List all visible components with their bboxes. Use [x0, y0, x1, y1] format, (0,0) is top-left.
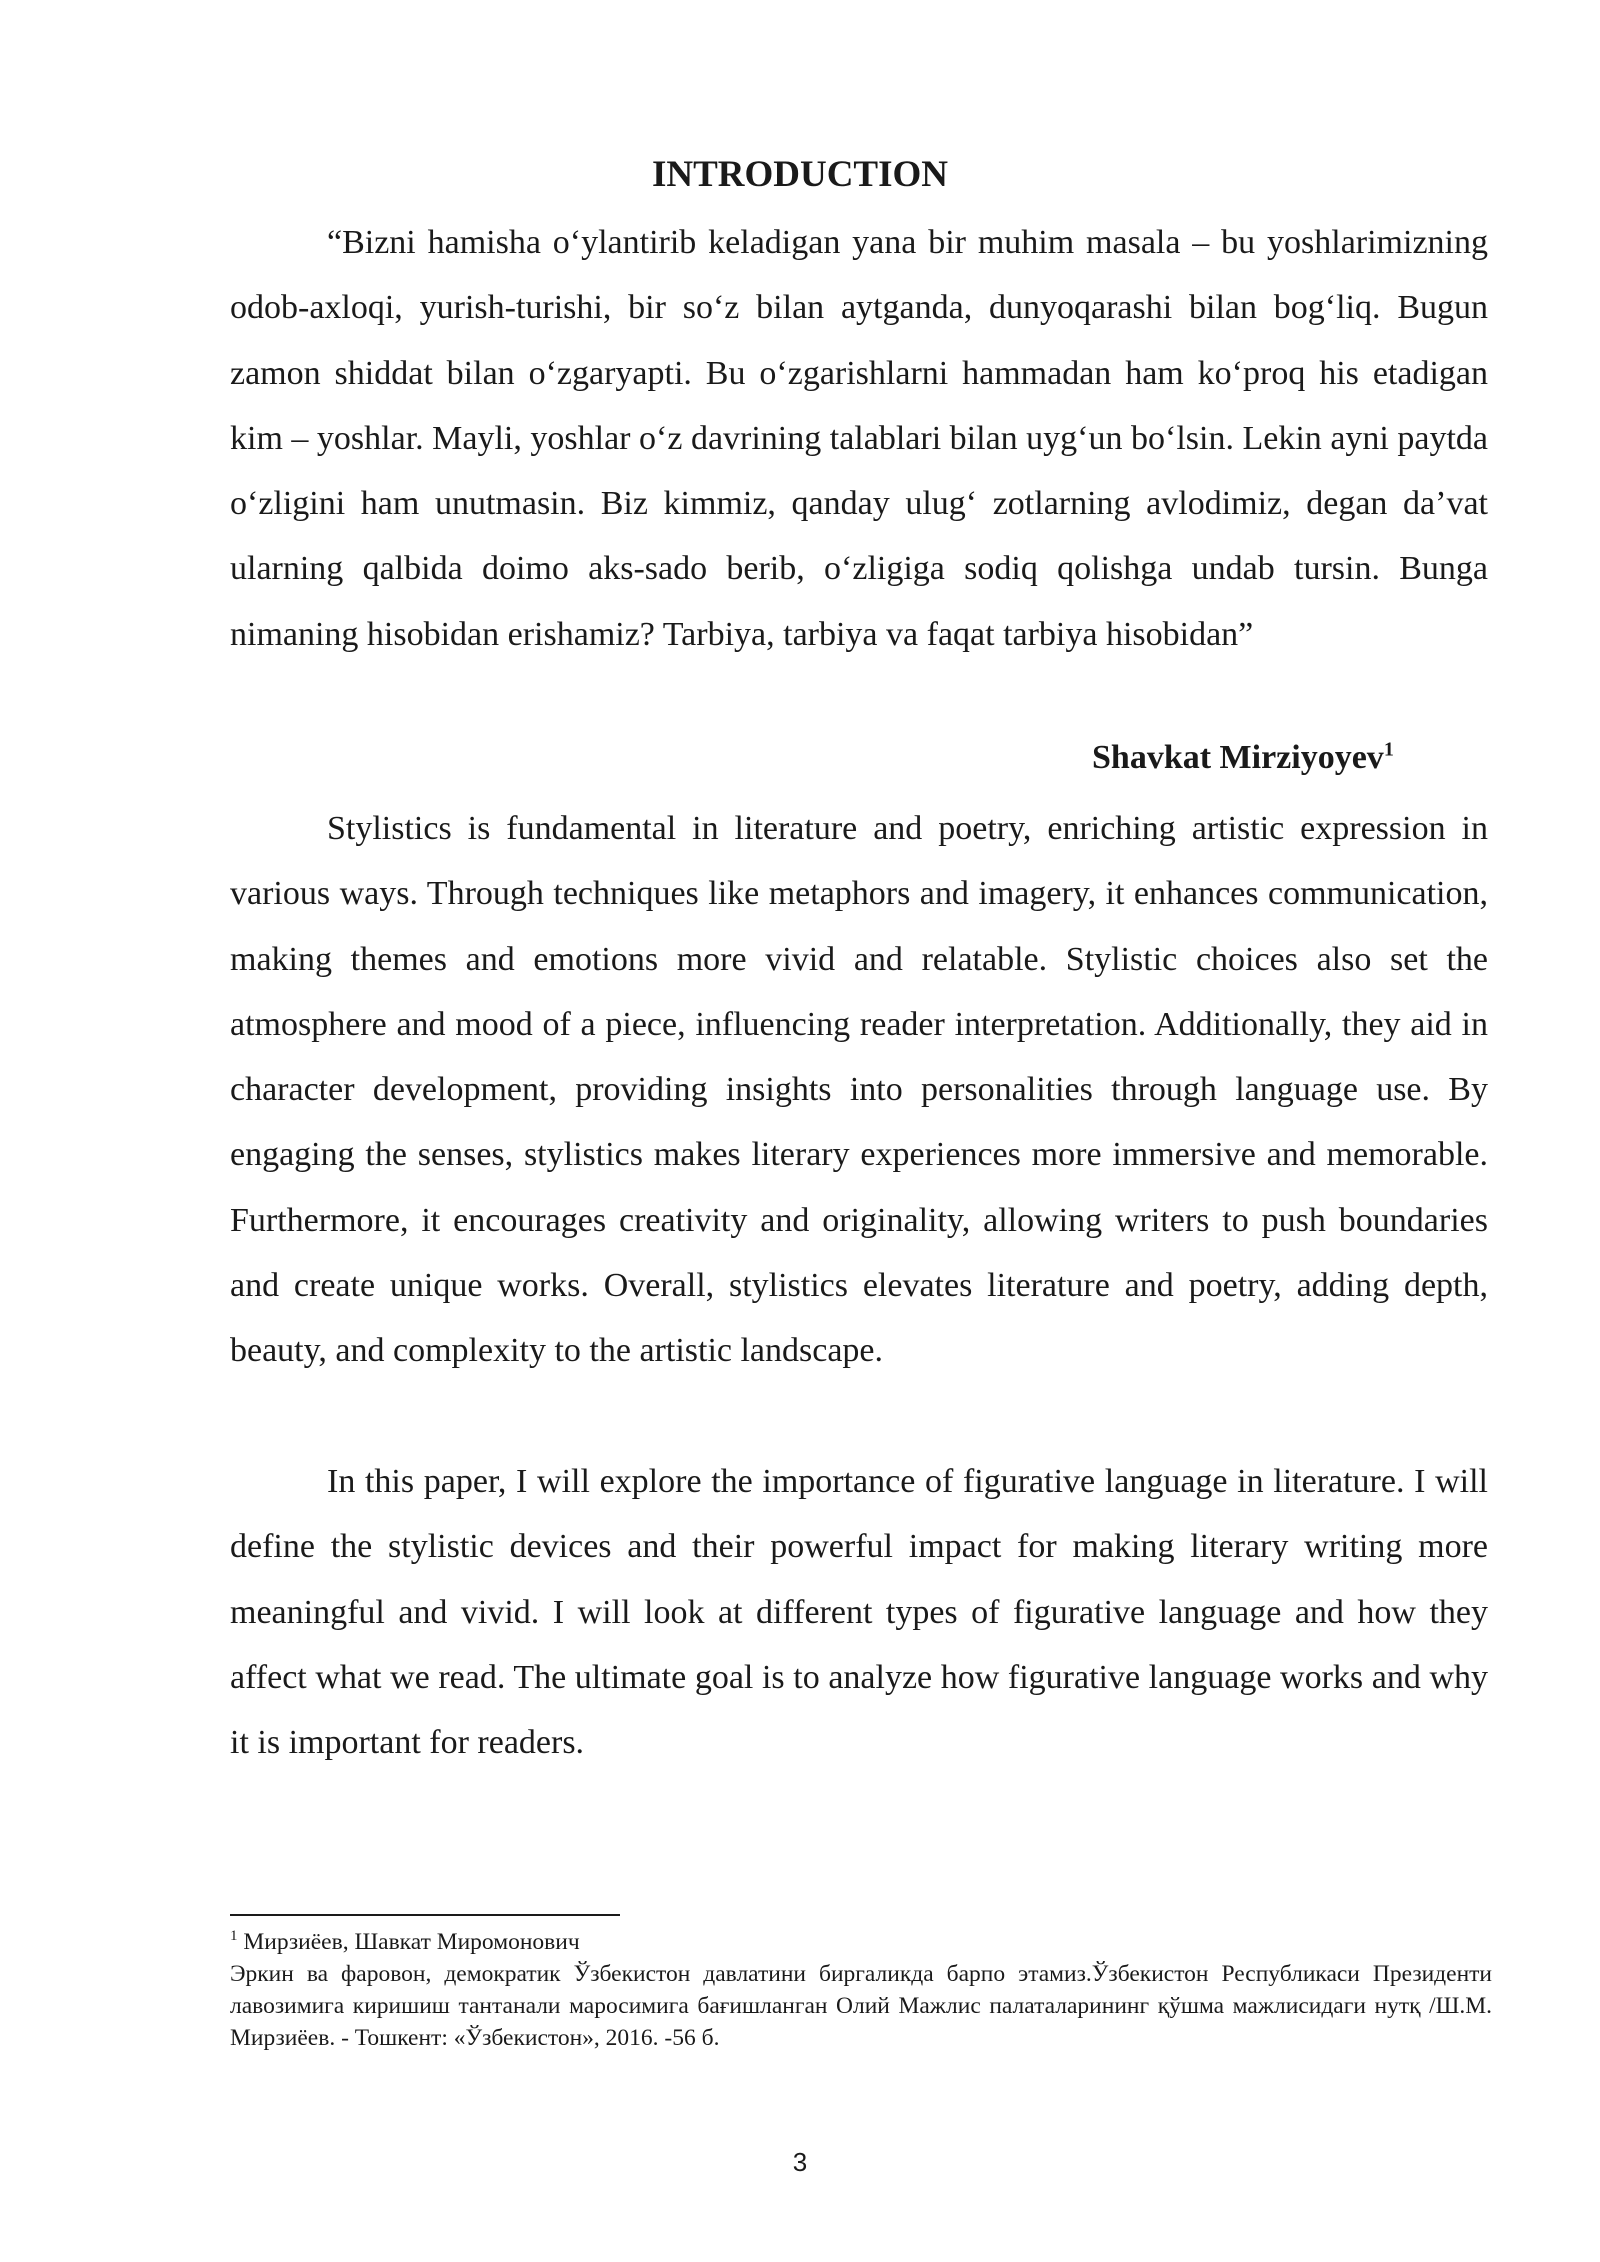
footnote-author-line [230, 1926, 1492, 1958]
epigraph-quote: “Bizni hamisha o‘ylantirib keladigan yana bir muhim masala – bu yoshlarimizning odob-axloqi, yurish-turishi, bir so‘z bilan aytganda, dunyoqarashi bilan bog‘liq. Bugun zamon shiddat bilan o‘zgaryapti. Bu o‘zgarishlarni hammadan ham ko‘proq his etadigan kim – yoshlar. Mayli, yoshlar o‘z davrining talablari bilan uyg‘un bo‘lsin. Lekin ayni paytda o‘zligini ham unutmasin. Biz kimmiz, qanday ulug‘ zotlarning avlodimiz, degan da’vat ularning qalbida doimo aks-sado berib, o‘zligiga sodiq qolishga undab tursin. Bunga nimaning hisobidan erishamiz? Tarbiya, tarbiya va faqat tarbiya hisobidan” [230, 224, 1488, 653]
epigraph-author-name: Shavkat Mirziyoyev [1092, 739, 1384, 776]
footnote-citation: Эркин ва фаровон, демократик Ўзбекистон давлатини биргаликда барпо этамиз.Ўзбекистон Республикаси Президенти лавозимига киришиш тантанали маросимига бағишланган Олий Мажлис палаталарининг қўшма мажлисидаги нутқ /Ш.М. Мирзиёев. - Тошкент: «Ўзбекистон», 2016. -56 б. [230, 1961, 1492, 2051]
footnote-author: Мирзиёев, Шавкат Миромонович [243, 1929, 580, 1955]
page-number: 3 [792, 2147, 808, 2177]
epigraph-author [1092, 733, 1394, 783]
footnote-reference[interactable]: 1 [1383, 738, 1394, 761]
epigraph-block [230, 210, 1488, 667]
footnote-mark: 1 [230, 1928, 238, 1945]
body-paragraph-1-block [230, 796, 1488, 1384]
footnote-area [230, 1926, 1492, 2054]
body-paragraph-2: In this paper, I will explore the importance of figurative language in literature. I will define the stylistic devices and their powerful impact for making literary writing more meaningful and vivid. I will look at different types of figurative language and how they affect what we read. The ultimate goal is to analyze how figurative language works and why it is important for readers. [230, 1463, 1488, 1762]
section-heading: INTRODUCTION [651, 154, 949, 195]
footnote-separator [230, 1914, 620, 1916]
body-paragraph-1: Stylistics is fundamental in literature and poetry, enriching artistic expression in various ways. Through techniques like metaphors and imagery, it enhances communication, making themes and emotions more vivid and relatable. Stylistic choices also set the atmosphere and mood of a piece, influencing reader interpretation. Additionally, they aid in character development, providing insights into personalities through language use. By engaging the senses, stylistics makes literary experiences more immersive and memorable. Furthermore, it encourages creativity and originality, allowing writers to push boundaries and create unique works. Overall, stylistics elevates literature and poetry, adding depth, beauty, and complexity to the artistic landscape. [230, 810, 1488, 1370]
body-paragraph-2-block [230, 1449, 1488, 1775]
